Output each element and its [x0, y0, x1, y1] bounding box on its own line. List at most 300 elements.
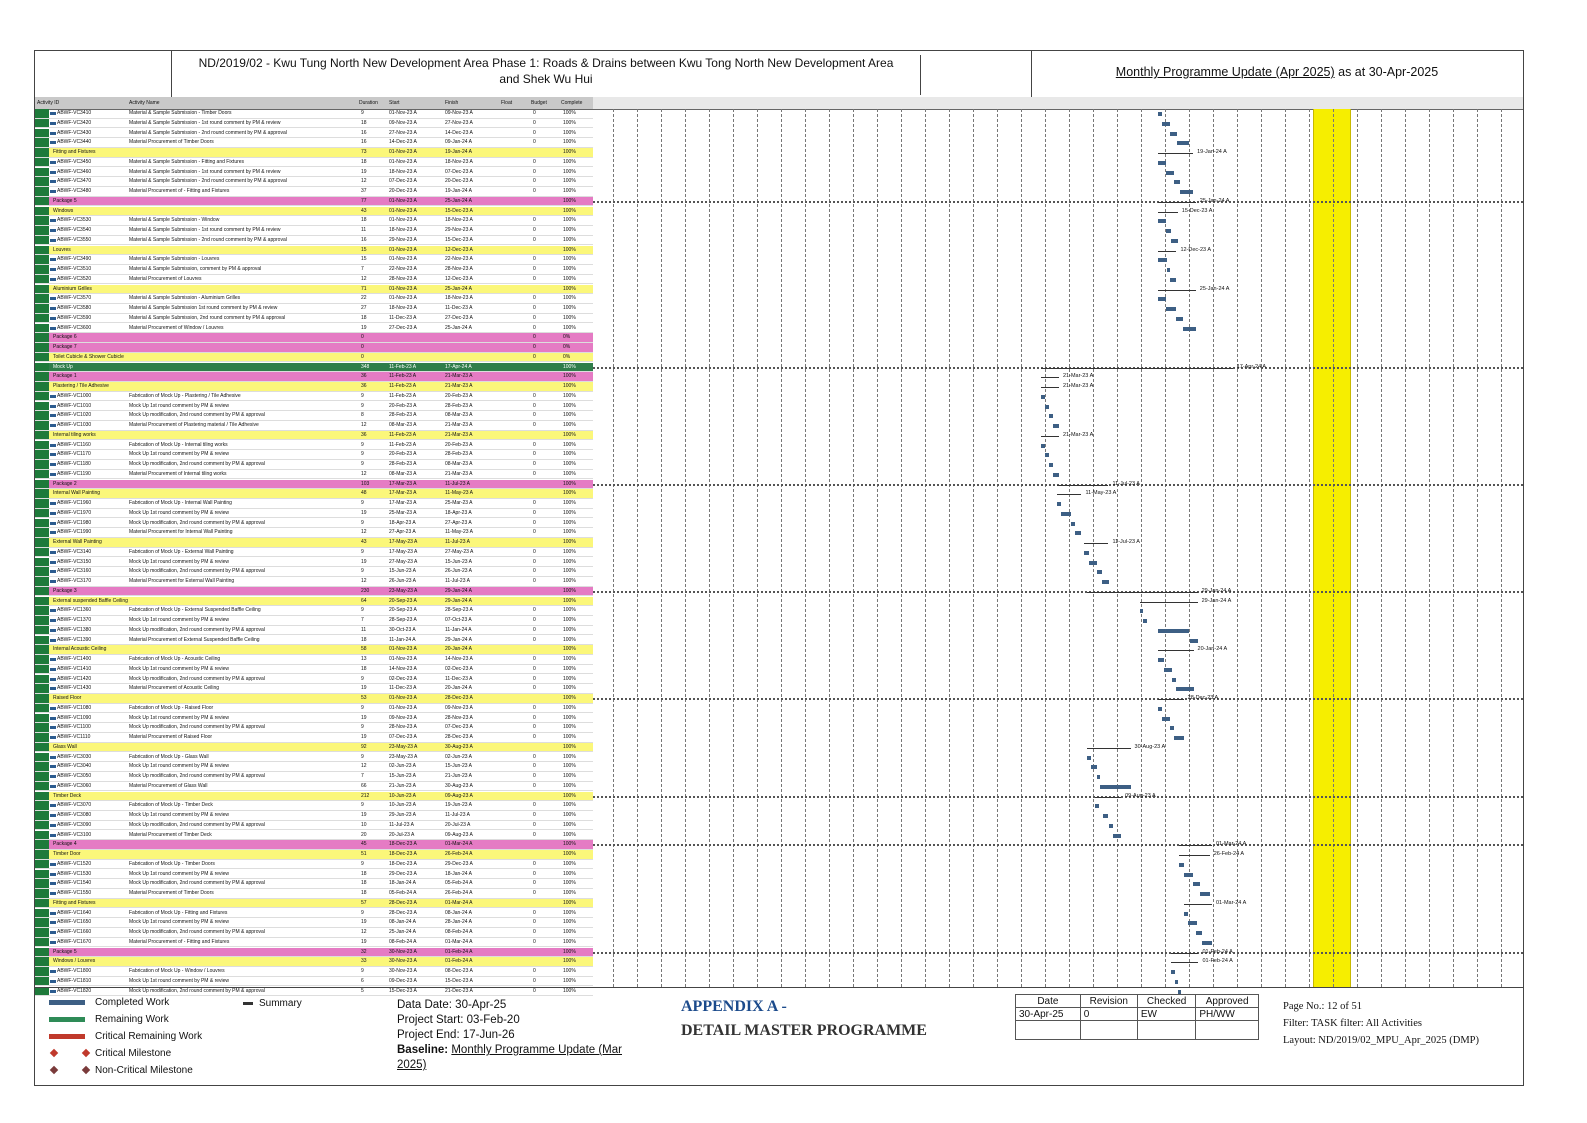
table-row[interactable] — [35, 392, 593, 402]
rev-revision: 0 — [1080, 1008, 1137, 1021]
table-row[interactable] — [35, 255, 593, 265]
row-gutter — [35, 831, 49, 840]
activity-id: ABWF-VC3050 — [57, 773, 92, 779]
summary-bar[interactable] — [1184, 904, 1212, 905]
activity-name: Fabrication of Mock Up - Raised Floor — [129, 704, 214, 711]
group-row[interactable] — [35, 246, 593, 256]
summary-bar[interactable] — [1140, 602, 1198, 603]
table-row[interactable] — [35, 879, 593, 889]
activity-id: ABWF-VC3480 — [57, 188, 92, 194]
activity-start: 11-Jul-23 A — [389, 821, 414, 828]
activity-name: Material & Sample Submission, 2nd round comment by PM & approval — [129, 314, 286, 321]
completed-bar[interactable] — [1084, 551, 1089, 555]
completed-bar[interactable] — [1095, 804, 1099, 808]
table-row[interactable] — [35, 314, 593, 324]
completed-bar[interactable] — [1172, 678, 1176, 682]
completed-bar[interactable] — [1162, 717, 1171, 721]
activity-float: 0 — [533, 812, 536, 818]
completed-bar[interactable] — [1097, 570, 1102, 574]
group-row[interactable] — [35, 538, 593, 548]
completed-bar[interactable] — [1061, 512, 1071, 516]
activity-float: 0 — [533, 256, 536, 263]
table-row[interactable] — [35, 772, 593, 782]
table-row[interactable] — [35, 421, 593, 431]
activity-start: 01-Nov-23 A — [389, 207, 417, 214]
group-row[interactable] — [35, 353, 593, 363]
table-row[interactable] — [35, 870, 593, 880]
row-gutter — [35, 138, 49, 147]
table-row[interactable] — [35, 977, 593, 987]
grid-line — [1381, 109, 1382, 987]
completed-bar[interactable] — [1071, 522, 1075, 526]
completed-bar[interactable] — [1184, 912, 1189, 916]
summary-bar[interactable] — [1087, 748, 1131, 749]
activity-icon — [50, 161, 56, 164]
summary-bar[interactable] — [1158, 699, 1184, 700]
table-row[interactable] — [35, 275, 593, 285]
completed-bar[interactable] — [1109, 824, 1113, 828]
summary-bar[interactable] — [1041, 387, 1059, 388]
rev-empty-2 — [1080, 1021, 1137, 1040]
activity-complete: 100% — [563, 529, 576, 536]
table-row[interactable] — [35, 138, 593, 148]
activity-complete: 100% — [563, 831, 576, 838]
table-row[interactable] — [35, 704, 593, 714]
activity-name: Mock Up 1st round comment by PM & review — [129, 919, 230, 926]
activity-complete: 100% — [563, 782, 576, 789]
table-row[interactable] — [35, 499, 593, 509]
completed-bar[interactable] — [1200, 892, 1209, 896]
completed-bar[interactable] — [1179, 863, 1184, 867]
table-row[interactable] — [35, 548, 593, 558]
group-row[interactable] — [35, 489, 593, 499]
summary-bar[interactable] — [1158, 153, 1193, 154]
table-row[interactable] — [35, 470, 593, 480]
activity-start: 01-Nov-23 A — [389, 217, 417, 224]
table-row[interactable] — [35, 567, 593, 577]
table-row[interactable] — [35, 129, 593, 139]
activity-duration: 43 — [361, 207, 367, 214]
activity-complete: 100% — [563, 968, 576, 974]
table-row[interactable] — [35, 441, 593, 451]
group-row[interactable] — [35, 148, 593, 158]
completed-bar[interactable] — [1100, 785, 1131, 789]
table-row[interactable] — [35, 655, 593, 665]
group-row[interactable] — [35, 645, 593, 655]
activity-finish: 11-May-23 A — [445, 490, 473, 497]
completed-bar[interactable] — [1174, 736, 1183, 740]
activity-float: 0 — [533, 938, 536, 945]
activity-id: Mock Up — [53, 363, 73, 370]
table-row[interactable] — [35, 294, 593, 304]
group-row[interactable] — [35, 694, 593, 704]
completed-bar[interactable] — [1193, 882, 1201, 886]
group-row[interactable] — [35, 343, 593, 353]
completed-bar[interactable] — [1158, 297, 1166, 301]
activity-complete: 0% — [563, 353, 571, 360]
data-date: Data Date: 30-Apr-25 — [397, 999, 507, 1011]
group-row[interactable] — [35, 957, 593, 967]
completed-bar[interactable] — [1196, 931, 1202, 935]
summary-bar[interactable] — [1158, 290, 1196, 291]
table-row[interactable] — [35, 119, 593, 129]
activity-name: Material Procurement of - Fitting and Fixtures — [129, 938, 230, 945]
baseline-value[interactable]: Monthly Programme Update (Mar — [451, 1044, 622, 1056]
completed-bar[interactable] — [1166, 307, 1176, 311]
completed-bar[interactable] — [1177, 141, 1188, 145]
completed-bar[interactable] — [1176, 317, 1183, 321]
activity-id: ABWF-VC1390 — [57, 636, 92, 643]
table-row[interactable] — [35, 918, 593, 928]
group-row[interactable] — [35, 285, 593, 295]
completed-bar[interactable] — [1184, 873, 1193, 877]
group-row[interactable] — [35, 382, 593, 392]
activity-id: ABWF-VC1000 — [57, 392, 92, 399]
group-row[interactable] — [35, 333, 593, 343]
table-row[interactable] — [35, 714, 593, 724]
revision-table — [1015, 994, 1259, 1040]
summary-bar[interactable] — [1084, 543, 1108, 544]
table-row[interactable] — [35, 402, 593, 412]
completed-bar[interactable] — [1041, 444, 1045, 448]
completed-bar[interactable] — [1175, 980, 1178, 984]
completed-bar[interactable] — [1166, 229, 1171, 233]
table-row[interactable] — [35, 928, 593, 938]
activity-id: ABWF-VC1800 — [57, 968, 92, 974]
completed-bar[interactable] — [1097, 775, 1100, 779]
activity-float: 0 — [533, 451, 536, 458]
row-gutter — [35, 938, 49, 947]
activity-duration: 10 — [361, 821, 367, 828]
table-row[interactable] — [35, 675, 593, 685]
activity-id: ABWF-VC3510 — [57, 266, 92, 272]
completed-bar[interactable] — [1171, 239, 1178, 243]
summary-bar[interactable] — [1158, 202, 1196, 203]
table-row[interactable] — [35, 723, 593, 733]
table-row[interactable] — [35, 216, 593, 226]
activity-finish: 11-Dec-23 A — [445, 305, 473, 311]
row-gutter — [35, 567, 49, 576]
activity-start: 28-Feb-23 A — [389, 461, 417, 467]
group-row[interactable] — [35, 840, 593, 850]
table-row[interactable] — [35, 801, 593, 811]
completed-bar[interactable] — [1053, 473, 1059, 477]
activity-complete: 100% — [563, 402, 576, 409]
completed-bar[interactable] — [1188, 921, 1197, 925]
activity-float: 0 — [533, 139, 536, 146]
table-row[interactable] — [35, 236, 593, 246]
group-row[interactable] — [35, 197, 593, 207]
activity-complete: 100% — [563, 236, 576, 243]
completed-bar[interactable] — [1158, 161, 1166, 165]
activity-complete: 100% — [563, 305, 576, 311]
table-row[interactable] — [35, 821, 593, 831]
row-gutter — [35, 304, 49, 313]
rev-empty-3 — [1137, 1021, 1195, 1040]
completed-bar[interactable] — [1174, 180, 1180, 184]
completed-bar[interactable] — [1162, 122, 1170, 126]
completed-bar[interactable] — [1075, 531, 1081, 535]
summary-bar[interactable] — [1087, 592, 1198, 593]
row-gutter — [35, 158, 49, 167]
completed-bar[interactable] — [1202, 941, 1212, 945]
group-row[interactable] — [35, 372, 593, 382]
activity-complete: 100% — [563, 890, 576, 896]
summary-bar[interactable] — [1158, 650, 1194, 651]
activity-icon — [50, 395, 56, 398]
table-row[interactable] — [35, 187, 593, 197]
summary-bar[interactable] — [1158, 212, 1178, 213]
group-row[interactable] — [35, 480, 593, 490]
summary-bar[interactable] — [1179, 855, 1210, 856]
row-gutter — [35, 821, 49, 830]
completed-bar[interactable] — [1089, 561, 1097, 565]
table-row[interactable] — [35, 967, 593, 977]
activity-float: 0 — [533, 763, 536, 770]
activity-id: ABWF-VC3600 — [57, 324, 92, 331]
table-row[interactable] — [35, 450, 593, 460]
completed-bar[interactable] — [1166, 171, 1175, 175]
table-row[interactable] — [35, 753, 593, 763]
row-gutter — [35, 694, 49, 703]
completed-bar[interactable] — [1158, 112, 1162, 116]
table-row[interactable] — [35, 831, 593, 841]
table-row[interactable] — [35, 626, 593, 636]
activity-id: ABWF-VC1080 — [57, 704, 92, 711]
activity-id: ABWF-VC1520 — [57, 860, 92, 867]
completed-bar[interactable] — [1158, 658, 1164, 662]
activity-name: Material & Sample Submission - 2nd round comment by PM & approval — [129, 129, 287, 136]
completed-bar[interactable] — [1170, 132, 1178, 136]
table-row[interactable] — [35, 304, 593, 314]
table-row[interactable] — [35, 733, 593, 743]
completed-bar[interactable] — [1158, 629, 1190, 633]
table-row[interactable] — [35, 684, 593, 694]
completed-bar[interactable] — [1158, 219, 1166, 223]
activity-name: Material Procurement of - Fitting and Fixtures — [129, 188, 230, 194]
activity-start: 27-May-23 A — [389, 558, 418, 565]
table-row[interactable] — [35, 324, 593, 334]
activity-duration: 11 — [361, 626, 367, 633]
group-row[interactable] — [35, 587, 593, 597]
summary-bar[interactable] — [1095, 797, 1122, 798]
completed-bar[interactable] — [1158, 707, 1162, 711]
completed-bar[interactable] — [1057, 502, 1061, 506]
activity-complete: 100% — [563, 207, 576, 214]
activity-finish: 21-Jun-23 A — [445, 773, 472, 779]
completed-bar[interactable] — [1170, 278, 1176, 282]
group-row[interactable] — [35, 431, 593, 441]
activity-id: ABWF-VC3450 — [57, 158, 92, 165]
activity-start: 11-Feb-23 A — [389, 383, 417, 389]
table-row[interactable] — [35, 860, 593, 870]
table-row[interactable] — [35, 528, 593, 538]
activity-id: ABWF-VC1400 — [57, 656, 92, 662]
activity-id: ABWF-VC3150 — [57, 558, 92, 565]
completed-bar[interactable] — [1143, 619, 1147, 623]
activity-start: 01-Nov-23 A — [389, 646, 417, 653]
completed-bar[interactable] — [1176, 687, 1194, 691]
table-row[interactable] — [35, 177, 593, 187]
page-footer — [35, 987, 1523, 1088]
completed-bar[interactable] — [1167, 268, 1170, 272]
summary-bar[interactable] — [1057, 494, 1081, 495]
activity-id: ABWF-VC1090 — [57, 714, 92, 721]
completed-bar[interactable] — [1113, 834, 1122, 838]
completed-bar[interactable] — [1164, 668, 1172, 672]
activity-name: Mock Up 1st round comment by PM & review — [129, 665, 230, 672]
completed-bar[interactable] — [1091, 765, 1097, 769]
activity-finish: 01-Mar-24 A — [445, 841, 473, 848]
activity-complete: 100% — [563, 451, 576, 458]
row-gutter — [35, 168, 49, 177]
activity-start: 09-Nov-23 A — [389, 714, 417, 721]
table-row[interactable] — [35, 889, 593, 899]
grid-line — [1141, 109, 1142, 987]
completed-bar[interactable] — [1045, 453, 1049, 457]
table-row[interactable] — [35, 168, 593, 178]
summary-bar[interactable] — [1158, 251, 1176, 252]
table-row[interactable] — [35, 665, 593, 675]
summary-bar[interactable] — [1057, 485, 1108, 486]
activity-finish: 19-Jun-23 A — [445, 802, 472, 809]
group-row[interactable] — [35, 792, 593, 802]
table-row[interactable] — [35, 811, 593, 821]
completed-bar[interactable] — [1190, 639, 1198, 643]
baseline-value-2[interactable]: 2025) — [397, 1059, 427, 1071]
activity-name: Mock Up 1st round comment by PM & review — [129, 509, 230, 516]
activity-icon — [50, 473, 56, 476]
activity-duration: 19 — [361, 168, 367, 175]
completed-bar[interactable] — [1049, 463, 1054, 467]
finish-date-label: 25-Jan-24 A — [1199, 197, 1230, 204]
activity-start: 10-Jun-23 A — [389, 792, 416, 799]
logo-cell — [35, 51, 172, 97]
row-gutter — [35, 616, 49, 625]
legend-critical-milestone — [47, 1045, 202, 1062]
table-row[interactable] — [35, 938, 593, 948]
completed-bar[interactable] — [1041, 395, 1045, 399]
activity-complete: 100% — [563, 110, 576, 116]
grid-line — [1333, 109, 1334, 987]
activity-name: Material & Sample Submission - Timber Doors — [129, 110, 232, 116]
table-row[interactable] — [35, 762, 593, 772]
activity-complete: 100% — [563, 880, 576, 887]
row-gutter — [35, 324, 49, 333]
activity-complete: 100% — [563, 217, 576, 224]
activity-icon — [50, 941, 56, 944]
completed-bar[interactable] — [1140, 609, 1144, 613]
project-start: Project Start: 03-Feb-20 — [397, 1014, 520, 1026]
finish-date-label: 01-Feb-24 A — [1202, 958, 1233, 965]
completed-bar[interactable] — [1183, 327, 1196, 331]
grid-line — [685, 109, 686, 987]
table-row[interactable] — [35, 411, 593, 421]
activity-start: 18-Nov-23 A — [389, 227, 417, 233]
table-row[interactable] — [35, 226, 593, 236]
activity-start: 15-Jun-23 A — [389, 568, 416, 575]
grid-line — [1405, 109, 1406, 987]
summary-bar[interactable] — [1171, 953, 1198, 954]
group-row[interactable] — [35, 597, 593, 607]
activity-complete: 100% — [563, 656, 576, 662]
completed-bar[interactable] — [1102, 580, 1109, 584]
legend-summary-label: Summary — [259, 998, 302, 1009]
completed-bar[interactable] — [1171, 970, 1175, 974]
completed-bar[interactable] — [1045, 405, 1049, 409]
activity-duration: 9 — [361, 675, 364, 682]
activity-duration: 8 — [361, 412, 364, 419]
activity-finish: 09-Jan-24 A — [445, 139, 472, 146]
activity-duration: 16 — [361, 129, 367, 136]
critical-milestone-icon-2 — [82, 1049, 90, 1057]
activity-name: Mock Up modification, 2nd round comment by PM & approval — [129, 880, 265, 887]
completed-bar[interactable] — [1049, 414, 1054, 418]
activity-finish: 20-Feb-23 A — [445, 441, 473, 448]
activity-icon — [50, 912, 56, 915]
row-gutter — [35, 860, 49, 869]
table-row[interactable] — [35, 577, 593, 587]
activity-complete: 100% — [563, 119, 576, 126]
completed-bar[interactable] — [1170, 726, 1174, 730]
activity-icon — [50, 775, 56, 778]
group-row[interactable] — [35, 363, 593, 373]
group-row[interactable] — [35, 948, 593, 958]
update-link[interactable]: Monthly Programme Update (Apr 2025) — [1115, 65, 1335, 79]
summary-bar[interactable] — [1041, 368, 1233, 369]
activity-icon — [50, 424, 56, 427]
table-row[interactable] — [35, 558, 593, 568]
activity-duration: 18 — [361, 314, 367, 321]
activity-float: 0 — [533, 753, 536, 760]
completed-bar[interactable] — [1158, 258, 1167, 262]
completed-bar[interactable] — [1180, 190, 1193, 194]
table-row[interactable] — [35, 519, 593, 529]
table-row[interactable] — [35, 509, 593, 519]
activity-complete: 100% — [563, 178, 576, 185]
completed-bar[interactable] — [1103, 814, 1108, 818]
table-row[interactable] — [35, 636, 593, 646]
summary-bar[interactable] — [1179, 845, 1212, 846]
completed-bar[interactable] — [1053, 424, 1059, 428]
group-row[interactable] — [35, 850, 593, 860]
completed-bar[interactable] — [1087, 756, 1091, 760]
table-row[interactable] — [35, 460, 593, 470]
group-row[interactable] — [35, 899, 593, 909]
table-row[interactable] — [35, 909, 593, 919]
finish-date-label: 30-Aug-23 A — [1134, 743, 1166, 750]
table-row[interactable] — [35, 109, 593, 119]
activity-table — [35, 109, 593, 994]
activity-duration: 20 — [361, 831, 367, 838]
table-row[interactable] — [35, 265, 593, 275]
activity-id: ABWF-VC1030 — [57, 422, 92, 428]
group-row[interactable] — [35, 743, 593, 753]
activity-duration: 15 — [361, 246, 367, 253]
activity-id: ABWF-VC1810 — [57, 977, 92, 984]
group-row[interactable] — [35, 207, 593, 217]
activity-icon — [50, 629, 56, 632]
summary-bar[interactable] — [1041, 377, 1059, 378]
summary-bar[interactable] — [1171, 962, 1198, 963]
table-row[interactable] — [35, 782, 593, 792]
table-row[interactable] — [35, 158, 593, 168]
row-gutter — [35, 382, 49, 391]
table-row[interactable] — [35, 606, 593, 616]
table-row[interactable] — [35, 616, 593, 626]
summary-bar[interactable] — [1041, 436, 1059, 437]
legend-remaining-label: Remaining Work — [95, 1014, 169, 1025]
